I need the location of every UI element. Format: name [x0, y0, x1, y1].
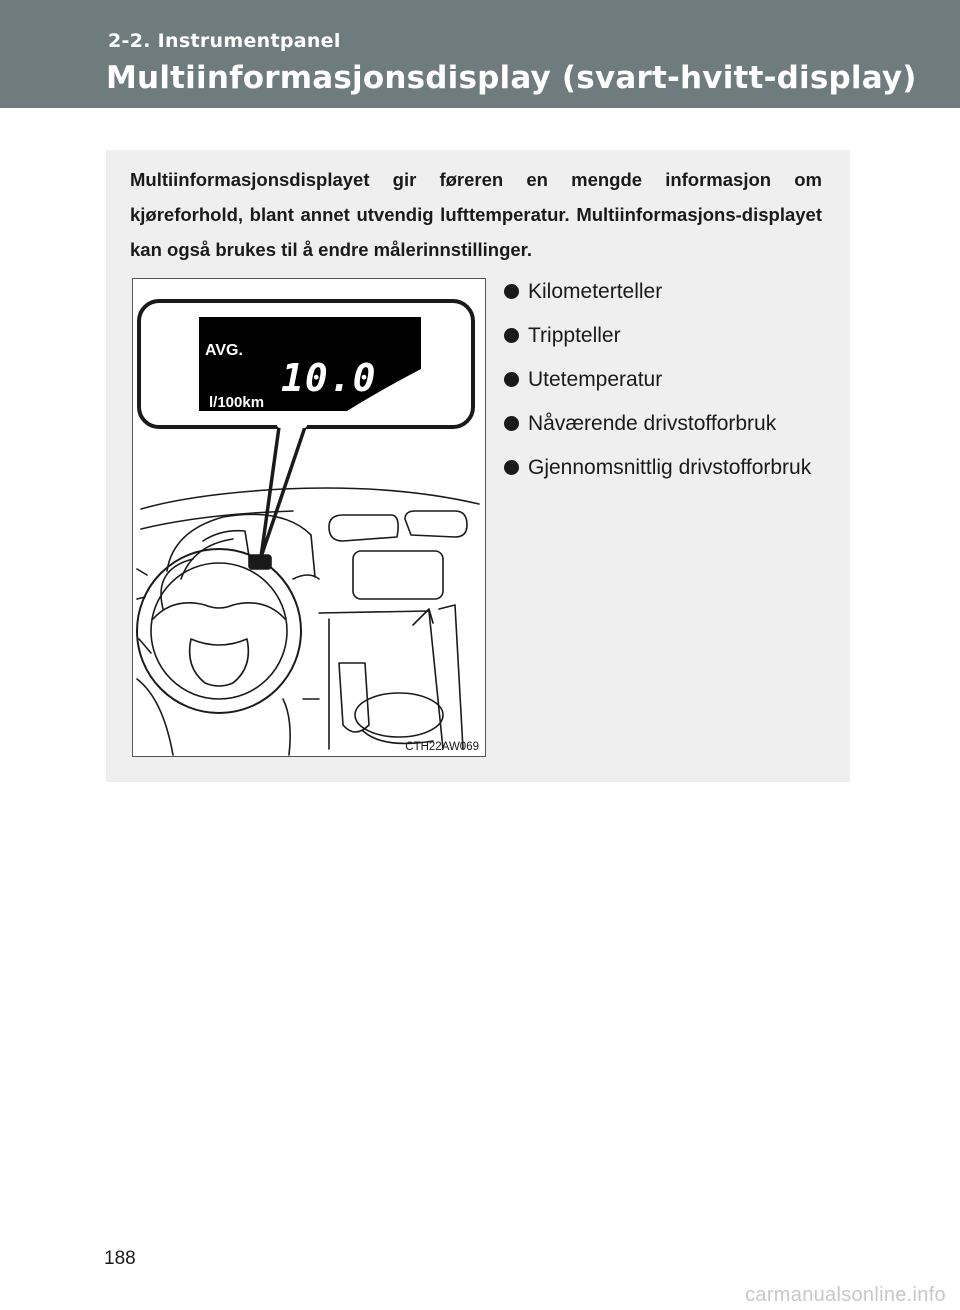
list-item: Gjennomsnittlig drivstofforbruk	[504, 452, 844, 483]
bullet-icon	[504, 416, 519, 431]
display-unit: l/100km	[209, 394, 265, 411]
display-value: 10.0	[281, 356, 377, 400]
list-item: Utetemperatur	[504, 364, 844, 395]
callout-pointer	[261, 427, 305, 557]
intro-text: Multiinformasjonsdisplayet gir føreren en mengde informasjon om kjøreforhold, blant annet utvendig lufttemperatur. Multiinformasjons-displayet kan også brukes til å endre målerinnstillinger.	[130, 169, 822, 260]
list-item: Trippteller	[504, 320, 844, 351]
display-label: AVG.	[205, 342, 243, 359]
list-item: Kilometerteller	[504, 276, 844, 307]
dashboard-illustration	[132, 278, 486, 757]
bullet-icon	[504, 372, 519, 387]
bullet-icon	[504, 460, 519, 475]
bullet-icon	[504, 284, 519, 299]
list-item: Nåværende drivstofforbruk	[504, 408, 844, 439]
page-header	[0, 0, 960, 108]
watermark: carmanualsonline.info	[745, 1284, 946, 1306]
info-box	[106, 150, 850, 782]
page-title: Multiinformasjonsdisplay (svart-hvitt-display)	[106, 60, 917, 96]
figure-code: CTH22AW069	[405, 741, 479, 753]
dashboard-drawing	[133, 279, 485, 756]
section-label: 2-2. Instrumentpanel	[108, 30, 341, 52]
bullet-icon	[504, 328, 519, 343]
page-number: 188	[104, 1248, 136, 1269]
feature-list	[504, 276, 844, 496]
